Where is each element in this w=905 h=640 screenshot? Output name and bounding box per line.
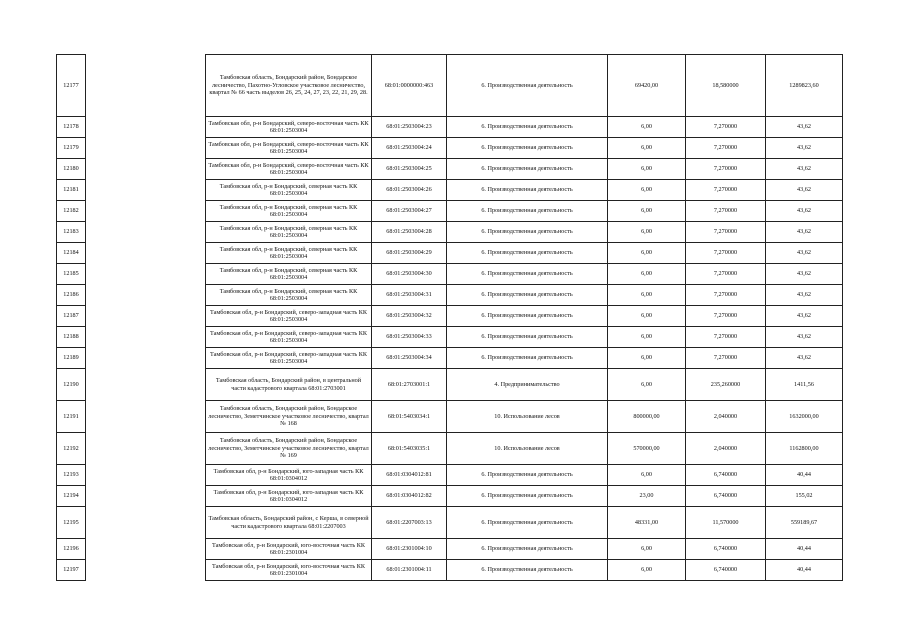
row-number-cell: 12182 [57, 201, 86, 222]
spacer-cell [86, 507, 206, 539]
row-number-cell: 12193 [57, 465, 86, 486]
table-row [57, 201, 843, 222]
spacer-cell [86, 159, 206, 180]
rate-cell: 6,740000 [686, 560, 766, 581]
address-cell: Тамбовская обл, р-н Бондарский, юго-восточная часть КК 68:01:2301004 [206, 539, 372, 560]
row-number-cell: 12184 [57, 243, 86, 264]
cadastral-number-cell: 68:01:2503004:28 [372, 222, 447, 243]
permitted-use-cell: 6. Производственная деятельность [447, 180, 608, 201]
spacer-cell [86, 486, 206, 507]
area-cell: 6,00 [608, 348, 686, 369]
spacer-cell [86, 539, 206, 560]
permitted-use-cell: 6. Производственная деятельность [447, 486, 608, 507]
cadastral-number-cell: 68:01:2503004:27 [372, 201, 447, 222]
amount-cell: 43,62 [766, 327, 843, 348]
permitted-use-cell: 6. Производственная деятельность [447, 159, 608, 180]
cadastral-number-cell: 68:01:2301004:11 [372, 560, 447, 581]
area-cell: 6,00 [608, 138, 686, 159]
row-number-cell: 12188 [57, 327, 86, 348]
permitted-use-cell: 10. Использование лесов [447, 433, 608, 465]
permitted-use-cell: 6. Производственная деятельность [447, 117, 608, 138]
amount-cell: 43,62 [766, 348, 843, 369]
spacer-cell [86, 560, 206, 581]
table-row [57, 264, 843, 285]
cadastral-number-cell: 68:01:2703001:1 [372, 369, 447, 401]
area-cell: 6,00 [608, 465, 686, 486]
rate-cell: 7,270000 [686, 117, 766, 138]
row-number-cell: 12190 [57, 369, 86, 401]
table-row [57, 369, 843, 401]
row-number-cell: 12177 [57, 55, 86, 117]
amount-cell: 43,62 [766, 138, 843, 159]
address-cell: Тамбовская обл, р-н Бондарский, северо-восточная часть КК 68:01:2503004 [206, 117, 372, 138]
table-row [57, 138, 843, 159]
area-cell: 6,00 [608, 243, 686, 264]
address-cell: Тамбовская обл, р-н Бондарский, юго-западная часть КК 68:01:0304012 [206, 486, 372, 507]
row-number-cell: 12189 [57, 348, 86, 369]
rate-cell: 6,740000 [686, 486, 766, 507]
cadastral-number-cell: 68:01:2503004:34 [372, 348, 447, 369]
permitted-use-cell: 6. Производственная деятельность [447, 264, 608, 285]
amount-cell: 155,02 [766, 486, 843, 507]
row-number-cell: 12196 [57, 539, 86, 560]
cadastral-number-cell: 68:01:2503004:25 [372, 159, 447, 180]
address-cell: Тамбовская обл, р-н Бондарский, северная часть КК 68:01:2503004 [206, 201, 372, 222]
table-row [57, 401, 843, 433]
address-cell: Тамбовская обл, р-н Бондарский, северо-восточная часть КК 68:01:2503004 [206, 138, 372, 159]
spacer-cell [86, 243, 206, 264]
area-cell: 23,00 [608, 486, 686, 507]
area-cell: 6,00 [608, 117, 686, 138]
amount-cell: 43,62 [766, 117, 843, 138]
address-cell: Тамбовская обл, р-н Бондарский, северо-западная часть КК 68:01:2503004 [206, 327, 372, 348]
amount-cell: 43,62 [766, 201, 843, 222]
amount-cell: 559189,67 [766, 507, 843, 539]
spacer-cell [86, 327, 206, 348]
permitted-use-cell: 6. Производственная деятельность [447, 348, 608, 369]
spacer-cell [86, 401, 206, 433]
rate-cell: 11,570000 [686, 507, 766, 539]
amount-cell: 40,44 [766, 560, 843, 581]
rate-cell: 7,270000 [686, 159, 766, 180]
amount-cell: 40,44 [766, 539, 843, 560]
row-number-cell: 12191 [57, 401, 86, 433]
table-row [57, 55, 843, 117]
amount-cell: 1289823,60 [766, 55, 843, 117]
spacer-cell [86, 465, 206, 486]
table-row [57, 327, 843, 348]
cadastral-number-cell: 68:01:2503004:33 [372, 327, 447, 348]
spacer-cell [86, 369, 206, 401]
amount-cell: 43,62 [766, 243, 843, 264]
row-number-cell: 12187 [57, 306, 86, 327]
rate-cell: 7,270000 [686, 306, 766, 327]
rate-cell: 2,040000 [686, 433, 766, 465]
spacer-cell [86, 433, 206, 465]
table-row [57, 159, 843, 180]
address-cell: Тамбовская область, Бондарский район, Бондарское лесничество, Пахотно-Угловское участковое лесничество, квартал № 66 часть выделов 26, 25, 24, 27, 23, 22, 21, 29, 28. [206, 55, 372, 117]
permitted-use-cell: 6. Производственная деятельность [447, 327, 608, 348]
cadastral-number-cell: 68:01:2503004:24 [372, 138, 447, 159]
cadastral-number-cell: 68:01:5403034:1 [372, 401, 447, 433]
area-cell: 6,00 [608, 159, 686, 180]
address-cell: Тамбовская обл, р-н Бондарский, северная часть КК 68:01:2503004 [206, 264, 372, 285]
area-cell: 6,00 [608, 369, 686, 401]
cadastral-number-cell: 68:01:5403035:1 [372, 433, 447, 465]
permitted-use-cell: 6. Производственная деятельность [447, 138, 608, 159]
row-number-cell: 12192 [57, 433, 86, 465]
row-number-cell: 12197 [57, 560, 86, 581]
cadastral-number-cell: 68:01:2503004:32 [372, 306, 447, 327]
cadastral-number-cell: 68:01:2207003:13 [372, 507, 447, 539]
permitted-use-cell: 10. Использование лесов [447, 401, 608, 433]
area-cell: 800000,00 [608, 401, 686, 433]
area-cell: 6,00 [608, 560, 686, 581]
rate-cell: 7,270000 [686, 348, 766, 369]
cadastral-number-cell: 68:01:0304012:81 [372, 465, 447, 486]
rate-cell: 7,270000 [686, 138, 766, 159]
spacer-cell [86, 285, 206, 306]
table-row [57, 507, 843, 539]
area-cell: 6,00 [608, 306, 686, 327]
permitted-use-cell: 6. Производственная деятельность [447, 539, 608, 560]
amount-cell: 1632000,00 [766, 401, 843, 433]
table-row [57, 180, 843, 201]
address-cell: Тамбовская обл, р-н Бондарский, северо-западная часть КК 68:01:2503004 [206, 348, 372, 369]
table-row [57, 243, 843, 264]
table-row [57, 117, 843, 138]
area-cell: 6,00 [608, 285, 686, 306]
address-cell: Тамбовская область, Бондарский район, с Керша, в северной части кадастрового квартала 68:01:2207003 [206, 507, 372, 539]
cadastral-number-cell: 68:01:0304012:82 [372, 486, 447, 507]
address-cell: Тамбовская обл, р-н Бондарский, юго-восточная часть КК 68:01:2301004 [206, 560, 372, 581]
address-cell: Тамбовская обл, р-н Бондарский, северная часть КК 68:01:2503004 [206, 180, 372, 201]
table-row [57, 486, 843, 507]
spacer-cell [86, 222, 206, 243]
amount-cell: 43,62 [766, 285, 843, 306]
area-cell: 6,00 [608, 180, 686, 201]
rate-cell: 235,260000 [686, 369, 766, 401]
address-cell: Тамбовская обл, р-н Бондарский, северо-западная часть КК 68:01:2503004 [206, 306, 372, 327]
spacer-cell [86, 264, 206, 285]
cadastral-number-cell: 68:01:0000000:463 [372, 55, 447, 117]
permitted-use-cell: 6. Производственная деятельность [447, 560, 608, 581]
row-number-cell: 12185 [57, 264, 86, 285]
spacer-cell [86, 306, 206, 327]
address-cell: Тамбовская обл, р-н Бондарский, северо-восточная часть КК 68:01:2503004 [206, 159, 372, 180]
table-row [57, 539, 843, 560]
amount-cell: 43,62 [766, 264, 843, 285]
row-number-cell: 12194 [57, 486, 86, 507]
address-cell: Тамбовская обл, р-н Бондарский, северная часть КК 68:01:2503004 [206, 222, 372, 243]
land-registry-table [56, 54, 843, 581]
address-cell: Тамбовская обл, р-н Бондарский, юго-западная часть КК 68:01:0304012 [206, 465, 372, 486]
cadastral-number-cell: 68:01:2503004:30 [372, 264, 447, 285]
amount-cell: 40,44 [766, 465, 843, 486]
rate-cell: 7,270000 [686, 243, 766, 264]
area-cell: 6,00 [608, 539, 686, 560]
row-number-cell: 12183 [57, 222, 86, 243]
cadastral-number-cell: 68:01:2503004:26 [372, 180, 447, 201]
permitted-use-cell: 6. Производственная деятельность [447, 306, 608, 327]
area-cell: 570000,00 [608, 433, 686, 465]
amount-cell: 43,62 [766, 222, 843, 243]
rate-cell: 7,270000 [686, 327, 766, 348]
amount-cell: 43,62 [766, 180, 843, 201]
rate-cell: 7,270000 [686, 285, 766, 306]
permitted-use-cell: 6. Производственная деятельность [447, 55, 608, 117]
permitted-use-cell: 6. Производственная деятельность [447, 201, 608, 222]
permitted-use-cell: 6. Производственная деятельность [447, 285, 608, 306]
rate-cell: 6,740000 [686, 539, 766, 560]
permitted-use-cell: 6. Производственная деятельность [447, 465, 608, 486]
rate-cell: 7,270000 [686, 264, 766, 285]
row-number-cell: 12178 [57, 117, 86, 138]
row-number-cell: 12179 [57, 138, 86, 159]
address-cell: Тамбовская область, Бондарский район, Бондарское лесничество, Земетчинское участковое лесничество, квартал № 168 [206, 401, 372, 433]
address-cell: Тамбовская обл, р-н Бондарский, северная часть КК 68:01:2503004 [206, 243, 372, 264]
rate-cell: 7,270000 [686, 222, 766, 243]
row-number-cell: 12186 [57, 285, 86, 306]
table-row [57, 348, 843, 369]
registry-body [57, 55, 843, 581]
area-cell: 6,00 [608, 201, 686, 222]
rate-cell: 18,580000 [686, 55, 766, 117]
table-row [57, 560, 843, 581]
amount-cell: 1162800,00 [766, 433, 843, 465]
table-row [57, 433, 843, 465]
spacer-cell [86, 117, 206, 138]
rate-cell: 7,270000 [686, 201, 766, 222]
rate-cell: 7,270000 [686, 180, 766, 201]
table-row [57, 465, 843, 486]
table-row [57, 222, 843, 243]
rate-cell: 2,040000 [686, 401, 766, 433]
table-row [57, 285, 843, 306]
spacer-cell [86, 201, 206, 222]
spacer-cell [86, 180, 206, 201]
area-cell: 69420,00 [608, 55, 686, 117]
cadastral-number-cell: 68:01:2503004:31 [372, 285, 447, 306]
table-row [57, 306, 843, 327]
area-cell: 6,00 [608, 264, 686, 285]
cadastral-number-cell: 68:01:2503004:23 [372, 117, 447, 138]
amount-cell: 43,62 [766, 159, 843, 180]
spacer-cell [86, 348, 206, 369]
area-cell: 48331,00 [608, 507, 686, 539]
row-number-cell: 12195 [57, 507, 86, 539]
amount-cell: 1411,56 [766, 369, 843, 401]
cadastral-number-cell: 68:01:2301004:10 [372, 539, 447, 560]
amount-cell: 43,62 [766, 306, 843, 327]
area-cell: 6,00 [608, 222, 686, 243]
address-cell: Тамбовская область, Бондарский район, Бондарское лесничество, Земетчинское участковое лесничество, квартал № 169 [206, 433, 372, 465]
rate-cell: 6,740000 [686, 465, 766, 486]
address-cell: Тамбовская обл, р-н Бондарский, северная часть КК 68:01:2503004 [206, 285, 372, 306]
area-cell: 6,00 [608, 327, 686, 348]
permitted-use-cell: 4. Предпринимательство [447, 369, 608, 401]
spacer-cell [86, 138, 206, 159]
permitted-use-cell: 6. Производственная деятельность [447, 222, 608, 243]
spacer-cell [86, 55, 206, 117]
row-number-cell: 12181 [57, 180, 86, 201]
cadastral-number-cell: 68:01:2503004:29 [372, 243, 447, 264]
row-number-cell: 12180 [57, 159, 86, 180]
address-cell: Тамбовская область, Бондарский район, в центральной части кадастрового квартала 68:01:2703001 [206, 369, 372, 401]
permitted-use-cell: 6. Производственная деятельность [447, 507, 608, 539]
permitted-use-cell: 6. Производственная деятельность [447, 243, 608, 264]
